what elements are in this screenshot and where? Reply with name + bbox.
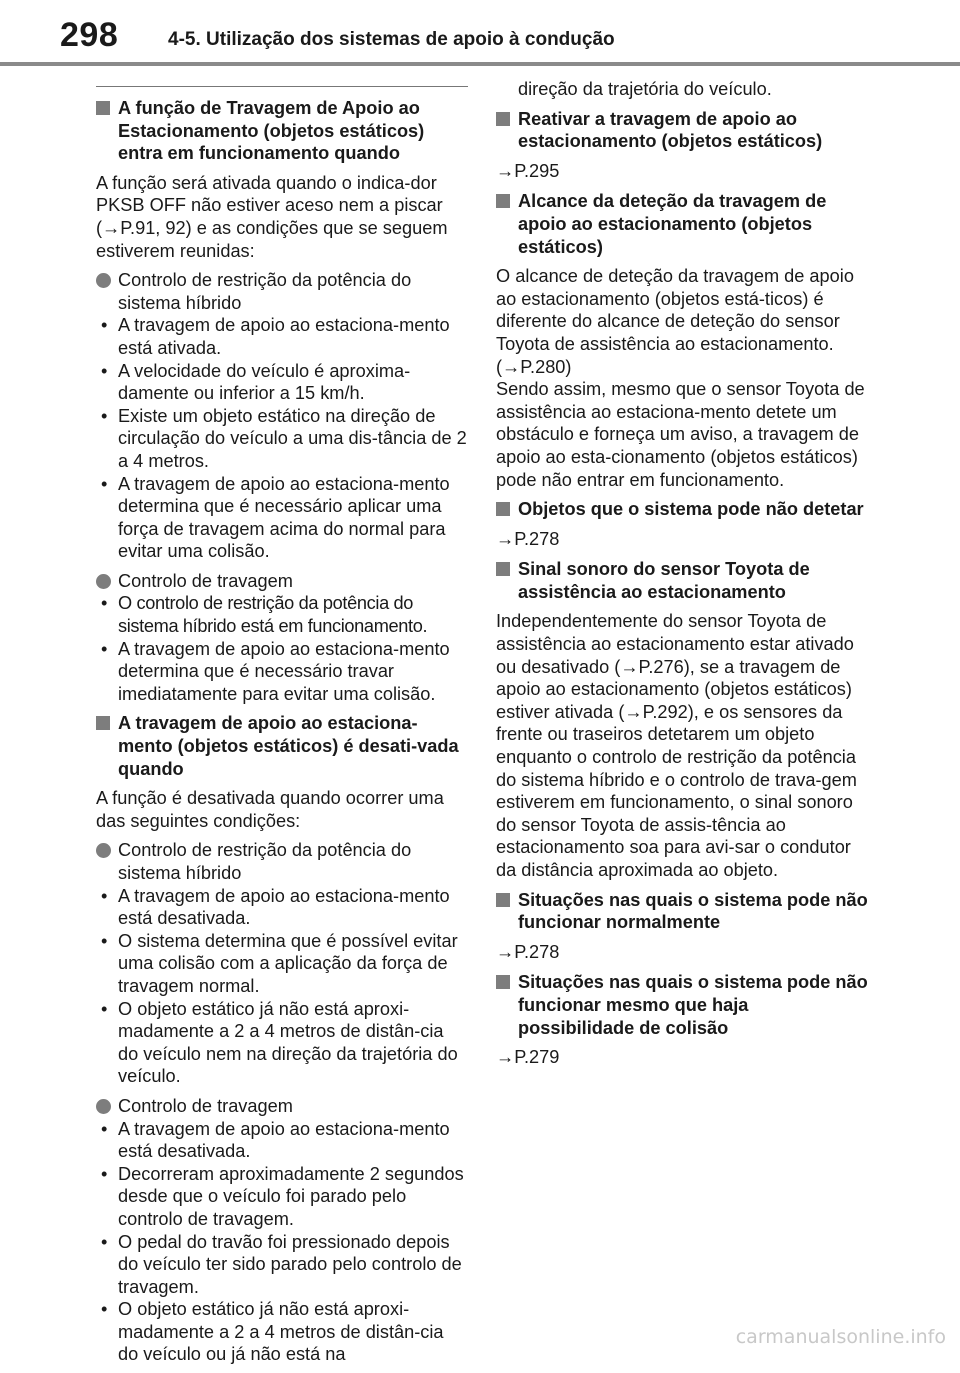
bullet-item: • Decorreram aproximadamente 2 segundos desde que o veículo foi parado pelo controlo de travagem. [96,1163,468,1231]
bullet-item: • O objeto estático já não está aproxi-madamente a 2 a 4 metros de distân-cia do veículo ou já não está na [96,1298,468,1366]
page-reference: →P.278 [496,941,560,962]
condition-heading: Controlo de travagem [96,570,468,593]
bullet-item: • A travagem de apoio ao estaciona-mento está desativada. [96,885,468,930]
watermark: carmanualsonline.info [735,1326,946,1348]
bullet-item: • A travagem de apoio ao estaciona-mento está desativada. [96,1118,468,1163]
section-heading: Sinal sonoro do sensor Toyota de assistência ao estacionamento [496,558,868,603]
continued-text: direção da trajetória do veículo. [518,79,772,99]
paragraph: Sendo assim, mesmo que o sensor Toyota de assistência ao estaciona-mento detete um obstáculo e forneça um aviso, a travagem de apoio ao esta-cionamento (objetos estáticos) pode não entrar em funcionamento. [496,379,865,490]
section-heading: Situações nas quais o sistema pode não funcionar mesmo que haja possibilidade de colisão [496,971,868,1039]
page-header [0,0,960,70]
condition-heading: Controlo de restrição da potência do sistema híbrido [96,269,468,314]
paragraph: A função será ativada quando o indica-dor PKSB OFF não estiver aceso nem a piscar (→P.91, 92) e as condições que se seguem estiverem reunidas: [96,172,448,261]
chapter-title: 4-5. Utilização dos sistemas de apoio à condução [168,29,615,50]
condition-group [96,570,468,706]
section-heading: Alcance da deteção da travagem de apoio ao estacionamento (objetos estáticos) [496,190,868,258]
section-heading: Reativar a travagem de apoio ao estacionamento (objetos estáticos) [496,108,868,153]
page-number: 298 [60,16,119,54]
bullet-item: • A travagem de apoio ao estaciona-mento determina que é necessário travar imediatamente para evitar uma colisão. [96,638,468,706]
bullet-item: • Existe um objeto estático na direção de circulação do veículo a uma dis-tância de 2 a 4 metros. [96,405,468,473]
bullet-item: • A velocidade do veículo é aproxima-damente ou inferior a 15 km/h. [96,360,468,405]
section-heading: Objetos que o sistema pode não detetar [496,498,868,521]
condition-heading: Controlo de travagem [96,1095,468,1118]
right-column [496,78,868,1077]
paragraph: Independentemente do sensor Toyota de assistência ao estacionamento estar ativado ou desativado (→P.276), se a travagem de apoio ao estacionamento (objetos estáticos) estiver ativada (→P.292), e os sensores da frente ou traseiros detetarem um objeto enquanto o controlo de restrição da potência do sistema híbrido e o controlo de trava-gem estiverem em funcionamento, o sinal sonoro do sensor Toyota de assis-tência ao estacionamento soa para avi-sar o condutor da distância aproximada ao objeto. [496,611,857,880]
condition-group [96,839,468,1088]
condition-heading: Controlo de restrição da potência do sistema híbrido [96,839,468,884]
bullet-item: • A travagem de apoio ao estaciona-mento determina que é necessário aplicar uma força de travagem acima do normal para evitar uma colisão. [96,473,468,563]
bullet-item: • O sistema determina que é possível evitar uma colisão com a aplicação da força de travagem normal. [96,930,468,998]
condition-group [96,1095,468,1366]
header-rule [0,62,960,66]
column-top-rule [96,86,468,87]
section-heading: A travagem de apoio ao estaciona-mento (objetos estáticos) é desati-vada quando [96,712,468,780]
bullet-item: • O objeto estático já não está aproxi-madamente a 2 a 4 metros de distân-cia do veículo nem na direção da trajetória do veículo. [96,998,468,1088]
condition-group [96,269,468,563]
page-reference: →P.279 [496,1047,560,1068]
bullet-item: • O pedal do travão foi pressionado depois do veículo ter sido parado pelo controlo de travagem. [96,1231,468,1299]
section-heading: A função de Travagem de Apoio ao Estacionamento (objetos estáticos) entra em funcionamento quando [96,97,468,165]
page-reference: →P.295 [496,160,560,181]
paragraph: A função é desativada quando ocorrer uma das seguintes condições: [96,788,444,831]
bullet-item: • A travagem de apoio ao estaciona-mento está ativada. [96,314,468,359]
page-reference: →P.278 [496,528,560,549]
bullet-item: • O controlo de restrição da potência do sistema híbrido está em funcionamento. [96,592,468,637]
section-heading: Situações nas quais o sistema pode não funcionar normalmente [496,889,868,934]
paragraph: O alcance de deteção da travagem de apoio ao estacionamento (objetos está-ticos) é diferente do alcance de deteção do sensor Toyota de assistência ao estacionamento. (→P.280) [496,266,854,377]
left-column [96,86,468,1373]
